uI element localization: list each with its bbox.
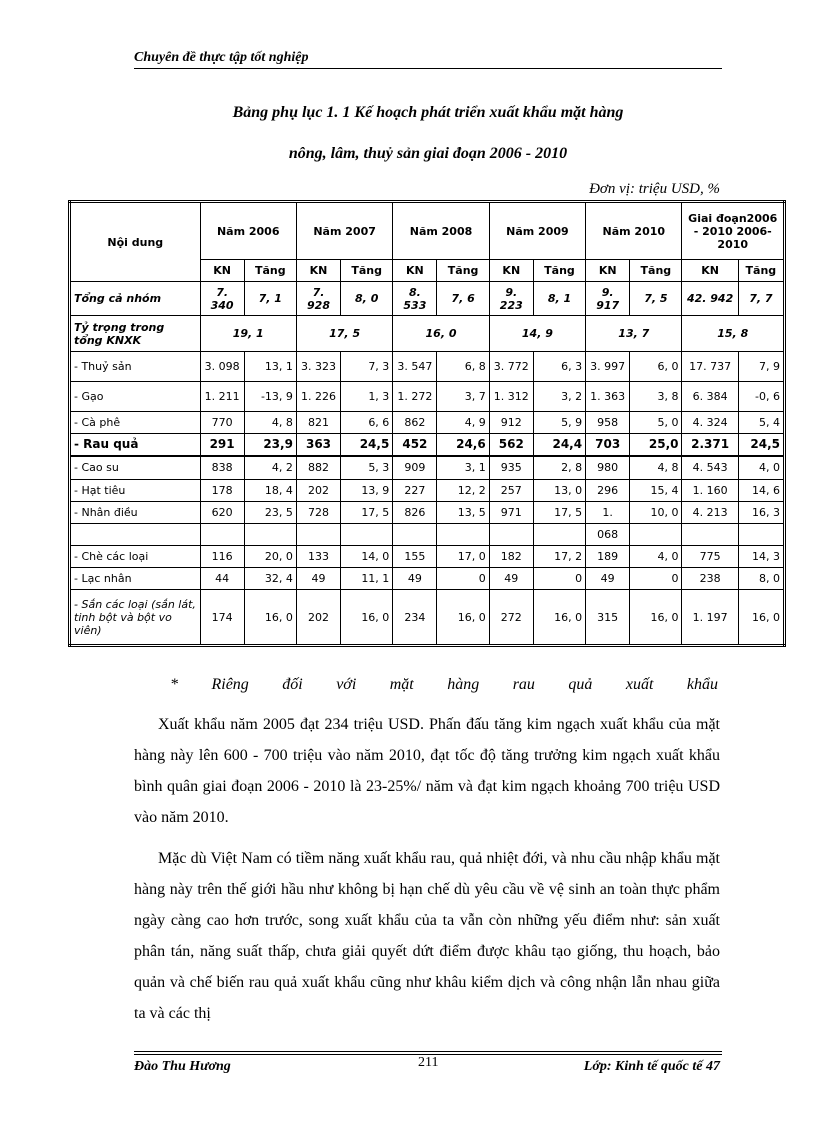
cell-value: 49	[489, 568, 533, 590]
cell-value: 562	[489, 434, 533, 456]
cell-value: 178	[200, 480, 244, 502]
cell-value: 155	[393, 546, 437, 568]
cell-value: 1. 312	[489, 382, 533, 412]
table-row	[70, 382, 785, 412]
cell-value: 234	[393, 590, 437, 646]
cell-value: 17, 5	[296, 316, 392, 352]
cell-value: 49	[393, 568, 437, 590]
cell-value: 182	[489, 546, 533, 568]
col-header-year: Năm 2008	[393, 202, 489, 260]
note-word: rau	[512, 676, 535, 693]
col-header-kn: KN	[682, 260, 738, 282]
note-word: xuất	[625, 676, 654, 693]
cell-value	[296, 524, 340, 546]
cell-value: 238	[682, 568, 738, 590]
table-title-line1: Bảng phụ lục 1. 1 Kế hoạch phát triển xuất khẩu mặt hàng	[232, 104, 624, 121]
cell-value: 826	[393, 502, 437, 524]
col-header-tang: Tăng	[341, 260, 393, 282]
row-label: - Chè các loại	[70, 546, 201, 568]
cell-value: 189	[586, 546, 630, 568]
cell-value: 17. 737	[682, 352, 738, 382]
row-label: Tổng cả nhóm	[70, 282, 201, 316]
cell-value: 882	[296, 456, 340, 480]
row-label: - Gạo	[70, 382, 201, 412]
cell-value: 4, 0	[738, 456, 784, 480]
cell-value: 2, 8	[533, 456, 585, 480]
cell-value: 23, 5	[244, 502, 296, 524]
note-word: mặt	[389, 676, 414, 693]
cell-value: 935	[489, 456, 533, 480]
cell-value: 24,5	[738, 434, 784, 456]
cell-value: 16, 3	[738, 502, 784, 524]
footer-author: Đào Thu Hương	[134, 1059, 231, 1074]
cell-value: 13, 0	[533, 480, 585, 502]
export-plan-table	[68, 200, 786, 647]
cell-value: 9. 917	[586, 282, 630, 316]
note-word: khẩu	[686, 676, 718, 693]
cell-value	[682, 524, 738, 546]
cell-value: 1. 211	[200, 382, 244, 412]
cell-value: 1. 197	[682, 590, 738, 646]
cell-value: 958	[586, 412, 630, 434]
header-rule	[134, 68, 722, 69]
cell-value: 4, 9	[437, 412, 489, 434]
cell-value: 17, 5	[341, 502, 393, 524]
cell-value: 8, 0	[738, 568, 784, 590]
table-row	[70, 352, 785, 382]
cell-value: 7, 1	[244, 282, 296, 316]
cell-value: 19, 1	[200, 316, 296, 352]
col-header-year: Năm 2006	[200, 202, 296, 260]
note-word: hàng	[447, 676, 480, 693]
cell-value: 7, 7	[738, 282, 784, 316]
col-header-tang: Tăng	[630, 260, 682, 282]
cell-value: 068	[586, 524, 630, 546]
cell-value: 13, 7	[586, 316, 682, 352]
cell-value: 133	[296, 546, 340, 568]
note-line	[170, 676, 718, 694]
cell-value	[200, 524, 244, 546]
note-word: với	[336, 676, 357, 693]
col-header-year: Năm 2010	[586, 202, 682, 260]
cell-value: 5, 3	[341, 456, 393, 480]
cell-value: 13, 1	[244, 352, 296, 382]
cell-value: 42. 942	[682, 282, 738, 316]
cell-value: 14, 6	[738, 480, 784, 502]
cell-value	[533, 524, 585, 546]
cell-value	[738, 524, 784, 546]
cell-value: 8, 1	[533, 282, 585, 316]
cell-value: 3, 2	[533, 382, 585, 412]
cell-value: 20, 0	[244, 546, 296, 568]
row-label: - Lạc nhân	[70, 568, 201, 590]
cell-value: 8, 0	[341, 282, 393, 316]
cell-value: 8. 533	[393, 282, 437, 316]
cell-value: 3. 997	[586, 352, 630, 382]
cell-value: 16, 0	[393, 316, 489, 352]
table-title-line2: nông, lâm, thuỷ sản giai đoạn 2006 - 2010	[288, 145, 568, 162]
col-header-kn: KN	[296, 260, 340, 282]
cell-value: -0, 6	[738, 382, 784, 412]
cell-value: 1.	[586, 502, 630, 524]
cell-value: 3, 1	[437, 456, 489, 480]
cell-value: 32, 4	[244, 568, 296, 590]
paragraph-1: Xuất khẩu năm 2005 đạt 234 triệu USD. Phấn đấu tăng kim ngạch xuất khẩu của mặt hàng này lên 600 - 700 triệu vào năm 2010, đạt tốc độ tăng trưởng kim ngạch xuất khẩu bình quân giai đoạn 2006 - 2010 là 23-25%/ năm và đạt kim ngạch khoảng 700 triệu USD vào năm 2010.	[134, 716, 720, 826]
col-header-kn: KN	[586, 260, 630, 282]
cell-value: 1. 226	[296, 382, 340, 412]
cell-value: 116	[200, 546, 244, 568]
cell-value: 4, 2	[244, 456, 296, 480]
cell-value: 770	[200, 412, 244, 434]
cell-value: 14, 3	[738, 546, 784, 568]
cell-value: 5, 0	[630, 412, 682, 434]
cell-value: 775	[682, 546, 738, 568]
cell-value: 6, 0	[630, 352, 682, 382]
cell-value: 24,4	[533, 434, 585, 456]
row-share-of-total	[70, 316, 785, 352]
cell-value: 363	[296, 434, 340, 456]
cell-value: 16, 0	[244, 590, 296, 646]
cell-value: 49	[296, 568, 340, 590]
cell-value: 17, 2	[533, 546, 585, 568]
cell-value: 291	[200, 434, 244, 456]
cell-value: 909	[393, 456, 437, 480]
cell-value: 1. 272	[393, 382, 437, 412]
cell-value: 44	[200, 568, 244, 590]
table-row	[70, 546, 785, 568]
note-word: *	[170, 676, 178, 693]
cell-value: 4. 543	[682, 456, 738, 480]
cell-value: 13, 9	[341, 480, 393, 502]
cell-value: 5, 9	[533, 412, 585, 434]
cell-value: 862	[393, 412, 437, 434]
cell-value: 15, 8	[682, 316, 785, 352]
note-word: Riêng	[211, 676, 249, 693]
cell-value: -13, 9	[244, 382, 296, 412]
cell-value: 7, 3	[341, 352, 393, 382]
cell-value: 6. 384	[682, 382, 738, 412]
cell-value: 14, 0	[341, 546, 393, 568]
cell-value: 10, 0	[630, 502, 682, 524]
cell-value: 13, 5	[437, 502, 489, 524]
cell-value: 7, 6	[437, 282, 489, 316]
row-label: - Sắn các loại (sắn lát, tinh bột và bột vo viên)	[70, 590, 201, 646]
row-label: Tỷ trọng trong tổng KNXK	[70, 316, 201, 352]
cell-value: 4, 0	[630, 546, 682, 568]
cell-value	[341, 524, 393, 546]
footer-class: Lớp: Kinh tế quốc tế 47	[583, 1059, 720, 1074]
row-total-group	[70, 282, 785, 316]
col-header-kn: KN	[200, 260, 244, 282]
cell-value: 0	[630, 568, 682, 590]
note-word: quả	[568, 676, 593, 693]
col-header-tang: Tăng	[738, 260, 784, 282]
cell-value: 1. 363	[586, 382, 630, 412]
row-label	[70, 524, 201, 546]
cell-value: 202	[296, 590, 340, 646]
table-row	[70, 590, 785, 646]
cell-value: 7, 5	[630, 282, 682, 316]
cell-value: 14, 9	[489, 316, 585, 352]
cell-value: 17, 5	[533, 502, 585, 524]
cell-value: 971	[489, 502, 533, 524]
cell-value: 4, 8	[244, 412, 296, 434]
cell-value: 4, 8	[630, 456, 682, 480]
cell-value: 1. 160	[682, 480, 738, 502]
col-header-year: Năm 2007	[296, 202, 392, 260]
cell-value: 15, 4	[630, 480, 682, 502]
cell-value: 202	[296, 480, 340, 502]
cell-value: 16, 0	[533, 590, 585, 646]
cell-value: 24,5	[341, 434, 393, 456]
cell-value: 16, 0	[437, 590, 489, 646]
cell-value: 6, 3	[533, 352, 585, 382]
col-header-year: Năm 2009	[489, 202, 585, 260]
cell-value: 1, 3	[341, 382, 393, 412]
cell-value: 12, 2	[437, 480, 489, 502]
col-header-tang: Tăng	[533, 260, 585, 282]
cell-value: 2.371	[682, 434, 738, 456]
row-label: - Thuỷ sản	[70, 352, 201, 382]
col-header-kn: KN	[393, 260, 437, 282]
unit-label: Đơn vị: triệu USD, %	[589, 181, 720, 197]
cell-value: 17, 0	[437, 546, 489, 568]
cell-value: 3, 7	[437, 382, 489, 412]
cell-value: 5, 4	[738, 412, 784, 434]
cell-value: 980	[586, 456, 630, 480]
cell-value: 227	[393, 480, 437, 502]
cell-value: 174	[200, 590, 244, 646]
footer-rule	[134, 1051, 722, 1052]
cell-value: 16, 0	[341, 590, 393, 646]
cell-value: 23,9	[244, 434, 296, 456]
cell-value	[489, 524, 533, 546]
cell-value: 6, 6	[341, 412, 393, 434]
cell-value: 16, 0	[738, 590, 784, 646]
cell-value: 7. 340	[200, 282, 244, 316]
cell-value	[630, 524, 682, 546]
cell-value: 0	[437, 568, 489, 590]
table-row	[70, 524, 785, 546]
cell-value: 3, 8	[630, 382, 682, 412]
cell-value: 7, 9	[738, 352, 784, 382]
cell-value	[393, 524, 437, 546]
cell-value: 6, 8	[437, 352, 489, 382]
cell-value: 3. 323	[296, 352, 340, 382]
cell-value: 912	[489, 412, 533, 434]
paragraph-2: Mặc dù Việt Nam có tiềm năng xuất khẩu rau, quả nhiệt đới, và nhu cầu nhập khẩu mặt hàng này trên thế giới hầu như không bị hạn chế dù yêu cầu về vệ sinh an toàn thực phẩm ngày càng cao hơn trước, song xuất khẩu của ta vẫn còn những yếu điểm như: sản xuất phân tán, năng suất thấp, chưa giải quyết dứt điểm được khâu tạo giống, thu hoạch, bảo quản và chế biến rau quả xuất khẩu cũng như khâu kiểm dịch và công nhận lẫn nhau giữa ta và các thị	[134, 850, 720, 1022]
cell-value: 296	[586, 480, 630, 502]
cell-value: 4. 324	[682, 412, 738, 434]
cell-value: 7. 928	[296, 282, 340, 316]
col-header-noidung: Nội dung	[70, 202, 201, 282]
col-header-tang: Tăng	[437, 260, 489, 282]
cell-value: 703	[586, 434, 630, 456]
cell-value: 3. 772	[489, 352, 533, 382]
table-row	[70, 568, 785, 590]
row-label: - Rau quả	[70, 434, 201, 456]
cell-value: 272	[489, 590, 533, 646]
table-row	[70, 502, 785, 524]
table-row	[70, 456, 785, 480]
cell-value: 24,6	[437, 434, 489, 456]
cell-value: 838	[200, 456, 244, 480]
cell-value: 16, 0	[630, 590, 682, 646]
row-label: - Nhân điều	[70, 502, 201, 524]
cell-value: 728	[296, 502, 340, 524]
col-header-tang: Tăng	[244, 260, 296, 282]
row-label: - Hạt tiêu	[70, 480, 201, 502]
table-row	[70, 434, 785, 456]
row-label: - Cao su	[70, 456, 201, 480]
col-header-kn: KN	[489, 260, 533, 282]
cell-value: 18, 4	[244, 480, 296, 502]
cell-value: 315	[586, 590, 630, 646]
header-row-years	[70, 202, 785, 260]
col-header-period: Giai đoạn2006 - 2010 2006-2010	[682, 202, 785, 260]
cell-value: 25,0	[630, 434, 682, 456]
cell-value: 4. 213	[682, 502, 738, 524]
cell-value	[244, 524, 296, 546]
table-row	[70, 412, 785, 434]
cell-value: 11, 1	[341, 568, 393, 590]
cell-value: 257	[489, 480, 533, 502]
cell-value: 452	[393, 434, 437, 456]
page-number: 211	[418, 1055, 439, 1070]
note-word: đối	[282, 676, 303, 693]
cell-value: 3. 098	[200, 352, 244, 382]
running-header: Chuyên đề thực tập tốt nghiệp	[134, 50, 309, 65]
cell-value: 821	[296, 412, 340, 434]
cell-value	[437, 524, 489, 546]
row-label: - Cà phê	[70, 412, 201, 434]
cell-value: 49	[586, 568, 630, 590]
cell-value: 9. 223	[489, 282, 533, 316]
cell-value: 3. 547	[393, 352, 437, 382]
cell-value: 0	[533, 568, 585, 590]
table-row	[70, 480, 785, 502]
cell-value: 620	[200, 502, 244, 524]
